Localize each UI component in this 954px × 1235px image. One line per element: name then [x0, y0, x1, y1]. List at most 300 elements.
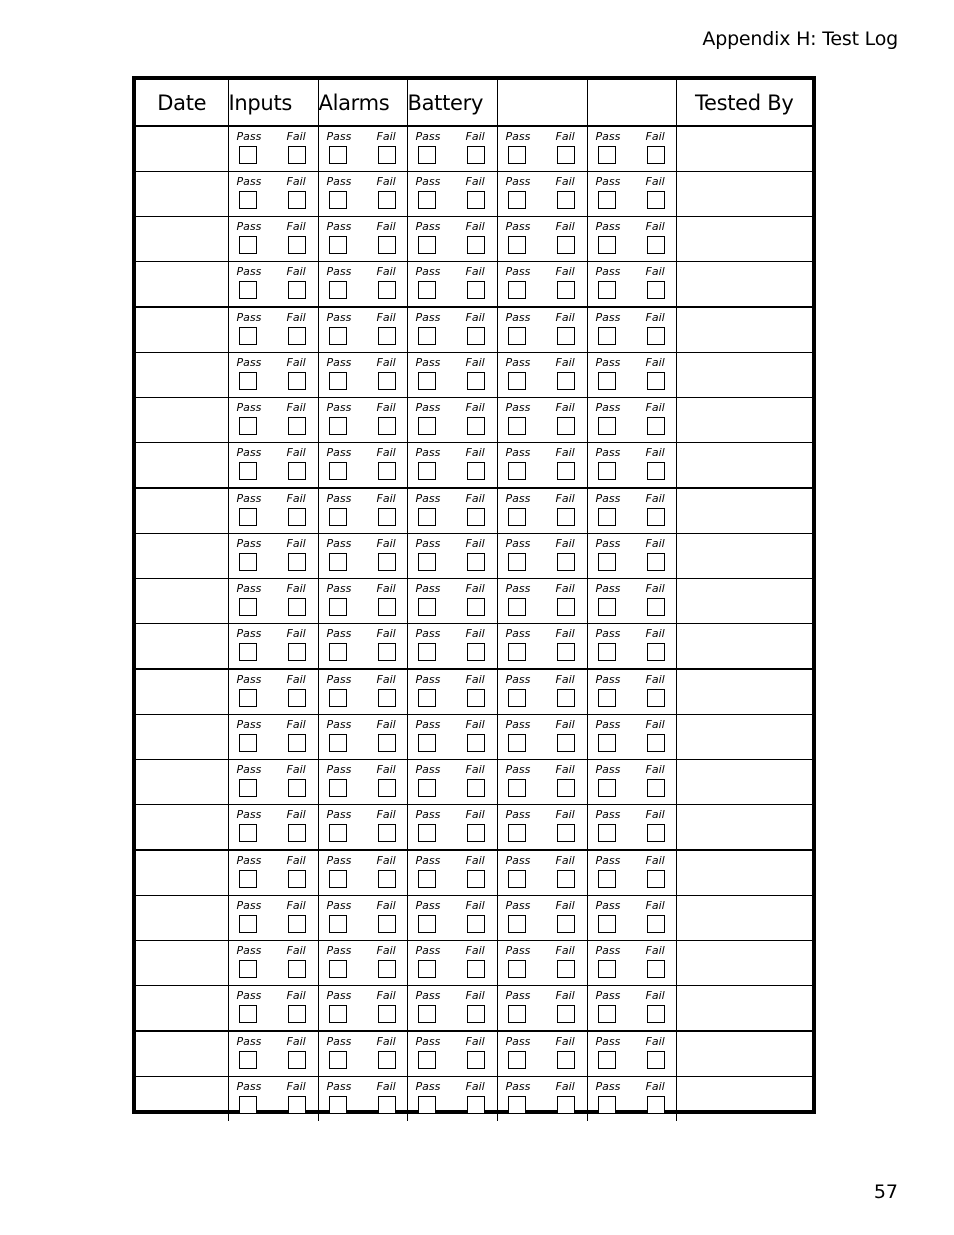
- fail-checkbox[interactable]: [647, 1096, 665, 1114]
- pass-checkbox[interactable]: [418, 824, 436, 842]
- tested-by-cell[interactable]: [676, 262, 812, 308]
- fail-checkbox[interactable]: [557, 236, 575, 254]
- fail-label: Fail: [286, 763, 306, 776]
- fail-checkbox[interactable]: [467, 689, 485, 707]
- pass-checkbox[interactable]: [329, 1005, 347, 1023]
- pass-checkbox[interactable]: [418, 372, 436, 390]
- fail-checkbox[interactable]: [288, 462, 306, 480]
- pass-label: Pass: [505, 582, 531, 595]
- pass-label: Pass: [595, 854, 621, 867]
- fail-checkbox[interactable]: [557, 281, 575, 299]
- pass-checkbox[interactable]: [508, 462, 526, 480]
- pass-checkbox[interactable]: [239, 960, 257, 978]
- pass-checkbox[interactable]: [598, 1096, 616, 1114]
- fail-checkbox[interactable]: [647, 915, 665, 933]
- pass-checkbox[interactable]: [329, 870, 347, 888]
- fail-checkbox[interactable]: [647, 1051, 665, 1069]
- date-cell[interactable]: [136, 398, 228, 443]
- pass-checkbox[interactable]: [598, 689, 616, 707]
- pass-checkbox[interactable]: [418, 915, 436, 933]
- fail-label: Fail: [465, 175, 485, 188]
- pass-checkbox[interactable]: [508, 281, 526, 299]
- pass-checkbox[interactable]: [598, 779, 616, 797]
- tested-by-cell[interactable]: [676, 805, 812, 851]
- fail-checkbox[interactable]: [378, 1051, 396, 1069]
- test-cell-blank-1: [497, 760, 587, 805]
- fail-checkbox[interactable]: [647, 779, 665, 797]
- pass-checkbox[interactable]: [508, 417, 526, 435]
- fail-checkbox[interactable]: [557, 689, 575, 707]
- fail-checkbox[interactable]: [557, 824, 575, 842]
- fail-checkbox[interactable]: [647, 417, 665, 435]
- pass-checkbox[interactable]: [598, 960, 616, 978]
- fail-checkbox[interactable]: [288, 779, 306, 797]
- tested-by-cell[interactable]: [676, 579, 812, 624]
- fail-checkbox[interactable]: [288, 915, 306, 933]
- fail-checkbox[interactable]: [647, 734, 665, 752]
- fail-checkbox[interactable]: [378, 870, 396, 888]
- fail-checkbox[interactable]: [288, 1096, 306, 1114]
- fail-checkbox[interactable]: [467, 236, 485, 254]
- fail-checkbox[interactable]: [467, 870, 485, 888]
- fail-checkbox[interactable]: [557, 734, 575, 752]
- fail-checkbox[interactable]: [557, 553, 575, 571]
- date-cell[interactable]: [136, 941, 228, 986]
- pass-checkbox[interactable]: [329, 915, 347, 933]
- fail-checkbox[interactable]: [647, 372, 665, 390]
- date-cell[interactable]: [136, 986, 228, 1032]
- fail-checkbox[interactable]: [288, 553, 306, 571]
- pass-checkbox[interactable]: [508, 870, 526, 888]
- fail-checkbox[interactable]: [288, 146, 306, 164]
- fail-checkbox[interactable]: [467, 824, 485, 842]
- fail-label: Fail: [376, 854, 396, 867]
- tested-by-cell[interactable]: [676, 1031, 812, 1077]
- fail-checkbox[interactable]: [557, 1051, 575, 1069]
- fail-checkbox[interactable]: [647, 508, 665, 526]
- pass-checkbox[interactable]: [329, 462, 347, 480]
- date-cell[interactable]: [136, 353, 228, 398]
- pass-checkbox[interactable]: [239, 689, 257, 707]
- fail-checkbox[interactable]: [647, 1005, 665, 1023]
- pass-checkbox[interactable]: [598, 462, 616, 480]
- pass-checkbox[interactable]: [329, 236, 347, 254]
- fail-checkbox[interactable]: [467, 327, 485, 345]
- pass-checkbox[interactable]: [329, 824, 347, 842]
- tested-by-cell[interactable]: [676, 534, 812, 579]
- pass-checkbox[interactable]: [508, 508, 526, 526]
- pass-checkbox[interactable]: [329, 327, 347, 345]
- pass-label: Pass: [415, 899, 441, 912]
- pass-checkbox[interactable]: [329, 417, 347, 435]
- date-cell[interactable]: [136, 443, 228, 489]
- pass-checkbox[interactable]: [598, 508, 616, 526]
- fail-checkbox[interactable]: [378, 508, 396, 526]
- fail-checkbox[interactable]: [647, 553, 665, 571]
- pass-checkbox[interactable]: [418, 508, 436, 526]
- pass-checkbox[interactable]: [239, 870, 257, 888]
- fail-checkbox[interactable]: [647, 236, 665, 254]
- pass-checkbox[interactable]: [418, 146, 436, 164]
- pass-checkbox[interactable]: [329, 553, 347, 571]
- pass-checkbox[interactable]: [239, 1096, 257, 1114]
- pass-checkbox[interactable]: [239, 372, 257, 390]
- pass-label: Pass: [326, 446, 352, 459]
- fail-checkbox[interactable]: [378, 281, 396, 299]
- pass-checkbox[interactable]: [598, 236, 616, 254]
- pass-checkbox[interactable]: [508, 960, 526, 978]
- fail-checkbox[interactable]: [378, 417, 396, 435]
- pass-checkbox[interactable]: [418, 1005, 436, 1023]
- pass-checkbox[interactable]: [598, 1005, 616, 1023]
- tested-by-cell[interactable]: [676, 126, 812, 172]
- fail-checkbox[interactable]: [378, 462, 396, 480]
- fail-checkbox[interactable]: [467, 1096, 485, 1114]
- pass-checkbox[interactable]: [329, 372, 347, 390]
- fail-checkbox[interactable]: [288, 689, 306, 707]
- pass-checkbox[interactable]: [598, 824, 616, 842]
- pass-checkbox[interactable]: [239, 417, 257, 435]
- pass-checkbox[interactable]: [598, 1051, 616, 1069]
- fail-checkbox[interactable]: [378, 598, 396, 616]
- pass-checkbox[interactable]: [418, 734, 436, 752]
- fail-checkbox[interactable]: [557, 598, 575, 616]
- fail-checkbox[interactable]: [467, 643, 485, 661]
- tested-by-cell[interactable]: [676, 353, 812, 398]
- test-cell-alarms: [318, 1031, 407, 1077]
- fail-checkbox[interactable]: [647, 643, 665, 661]
- pass-checkbox[interactable]: [418, 960, 436, 978]
- pass-label: Pass: [415, 130, 441, 143]
- pass-checkbox[interactable]: [508, 146, 526, 164]
- pass-checkbox[interactable]: [418, 779, 436, 797]
- fail-checkbox[interactable]: [288, 281, 306, 299]
- date-cell[interactable]: [136, 805, 228, 851]
- tested-by-cell[interactable]: [676, 896, 812, 941]
- fail-checkbox[interactable]: [378, 824, 396, 842]
- pass-checkbox[interactable]: [508, 824, 526, 842]
- fail-checkbox[interactable]: [557, 1005, 575, 1023]
- fail-checkbox[interactable]: [467, 191, 485, 209]
- date-cell[interactable]: [136, 896, 228, 941]
- fail-checkbox[interactable]: [467, 779, 485, 797]
- pass-label: Pass: [326, 356, 352, 369]
- fail-label: Fail: [376, 899, 396, 912]
- pass-checkbox[interactable]: [329, 643, 347, 661]
- pass-checkbox[interactable]: [598, 598, 616, 616]
- fail-checkbox[interactable]: [557, 508, 575, 526]
- pass-checkbox[interactable]: [418, 327, 436, 345]
- fail-checkbox[interactable]: [288, 870, 306, 888]
- pass-checkbox[interactable]: [508, 327, 526, 345]
- fail-checkbox[interactable]: [378, 779, 396, 797]
- pass-checkbox[interactable]: [239, 146, 257, 164]
- pass-checkbox[interactable]: [418, 191, 436, 209]
- tested-by-cell[interactable]: [676, 217, 812, 262]
- pass-checkbox[interactable]: [598, 734, 616, 752]
- pass-checkbox[interactable]: [598, 643, 616, 661]
- tested-by-cell[interactable]: [676, 669, 812, 715]
- fail-checkbox[interactable]: [557, 915, 575, 933]
- date-cell[interactable]: [136, 1077, 228, 1122]
- pass-label: Pass: [595, 763, 621, 776]
- pass-checkbox[interactable]: [239, 779, 257, 797]
- test-cell-blank-1: [497, 941, 587, 986]
- pass-checkbox[interactable]: [329, 1096, 347, 1114]
- pass-checkbox[interactable]: [239, 824, 257, 842]
- pass-checkbox[interactable]: [598, 553, 616, 571]
- fail-checkbox[interactable]: [557, 327, 575, 345]
- fail-checkbox[interactable]: [647, 191, 665, 209]
- tested-by-cell[interactable]: [676, 443, 812, 489]
- date-cell[interactable]: [136, 262, 228, 308]
- tested-by-cell[interactable]: [676, 172, 812, 217]
- pass-checkbox[interactable]: [598, 281, 616, 299]
- fail-checkbox[interactable]: [288, 191, 306, 209]
- fail-checkbox[interactable]: [557, 462, 575, 480]
- date-cell[interactable]: [136, 624, 228, 670]
- pass-checkbox[interactable]: [329, 191, 347, 209]
- date-cell[interactable]: [136, 126, 228, 172]
- pass-label: Pass: [595, 175, 621, 188]
- pass-checkbox[interactable]: [418, 643, 436, 661]
- date-cell[interactable]: [136, 534, 228, 579]
- fail-checkbox[interactable]: [647, 462, 665, 480]
- fail-checkbox[interactable]: [467, 146, 485, 164]
- date-cell[interactable]: [136, 669, 228, 715]
- fail-checkbox[interactable]: [467, 508, 485, 526]
- pass-checkbox[interactable]: [508, 734, 526, 752]
- tested-by-cell[interactable]: [676, 986, 812, 1032]
- tested-by-cell[interactable]: [676, 941, 812, 986]
- fail-checkbox[interactable]: [557, 643, 575, 661]
- date-cell[interactable]: [136, 307, 228, 353]
- pass-label: Pass: [415, 854, 441, 867]
- fail-checkbox[interactable]: [467, 281, 485, 299]
- pass-checkbox[interactable]: [508, 236, 526, 254]
- pass-checkbox[interactable]: [598, 146, 616, 164]
- date-cell[interactable]: [136, 850, 228, 896]
- fail-checkbox[interactable]: [288, 734, 306, 752]
- pass-checkbox[interactable]: [239, 462, 257, 480]
- pass-checkbox[interactable]: [598, 870, 616, 888]
- fail-checkbox[interactable]: [467, 1051, 485, 1069]
- fail-checkbox[interactable]: [378, 146, 396, 164]
- tested-by-cell[interactable]: [676, 398, 812, 443]
- pass-checkbox[interactable]: [329, 689, 347, 707]
- pass-checkbox[interactable]: [329, 960, 347, 978]
- tested-by-cell[interactable]: [676, 715, 812, 760]
- tested-by-cell[interactable]: [676, 1077, 812, 1122]
- fail-checkbox[interactable]: [647, 598, 665, 616]
- fail-checkbox[interactable]: [647, 870, 665, 888]
- fail-checkbox[interactable]: [378, 960, 396, 978]
- date-cell[interactable]: [136, 217, 228, 262]
- pass-checkbox[interactable]: [239, 508, 257, 526]
- fail-checkbox[interactable]: [647, 689, 665, 707]
- test-cell-battery: [407, 353, 497, 398]
- fail-checkbox[interactable]: [378, 1096, 396, 1114]
- pass-checkbox[interactable]: [239, 643, 257, 661]
- pass-checkbox[interactable]: [329, 734, 347, 752]
- pass-label: Pass: [505, 899, 531, 912]
- pass-checkbox[interactable]: [329, 281, 347, 299]
- fail-checkbox[interactable]: [467, 1005, 485, 1023]
- fail-checkbox[interactable]: [378, 191, 396, 209]
- fail-checkbox[interactable]: [378, 1005, 396, 1023]
- pass-label: Pass: [236, 220, 262, 233]
- fail-checkbox[interactable]: [467, 462, 485, 480]
- fail-checkbox[interactable]: [378, 372, 396, 390]
- table-row: [136, 172, 812, 217]
- test-cell-battery: [407, 986, 497, 1032]
- fail-checkbox[interactable]: [288, 1005, 306, 1023]
- test-cell-battery: [407, 624, 497, 670]
- pass-checkbox[interactable]: [418, 553, 436, 571]
- fail-checkbox[interactable]: [467, 915, 485, 933]
- pass-checkbox[interactable]: [418, 417, 436, 435]
- fail-checkbox[interactable]: [557, 146, 575, 164]
- test-cell-blank-1: [497, 353, 587, 398]
- pass-checkbox[interactable]: [418, 689, 436, 707]
- pass-checkbox[interactable]: [329, 779, 347, 797]
- fail-checkbox[interactable]: [647, 146, 665, 164]
- pass-checkbox[interactable]: [329, 508, 347, 526]
- fail-checkbox[interactable]: [378, 915, 396, 933]
- pass-checkbox[interactable]: [239, 734, 257, 752]
- fail-checkbox[interactable]: [467, 417, 485, 435]
- tested-by-cell[interactable]: [676, 850, 812, 896]
- pass-checkbox[interactable]: [508, 1051, 526, 1069]
- fail-checkbox[interactable]: [378, 689, 396, 707]
- pass-label: Pass: [415, 492, 441, 505]
- pass-checkbox[interactable]: [239, 1005, 257, 1023]
- table-row: [136, 443, 812, 489]
- fail-label: Fail: [645, 492, 665, 505]
- fail-checkbox[interactable]: [557, 417, 575, 435]
- pass-checkbox[interactable]: [508, 915, 526, 933]
- fail-checkbox[interactable]: [288, 824, 306, 842]
- pass-label: Pass: [595, 989, 621, 1002]
- tested-by-cell[interactable]: [676, 307, 812, 353]
- pass-checkbox[interactable]: [598, 915, 616, 933]
- fail-checkbox[interactable]: [288, 236, 306, 254]
- pass-checkbox[interactable]: [239, 915, 257, 933]
- pass-checkbox[interactable]: [598, 417, 616, 435]
- fail-checkbox[interactable]: [647, 281, 665, 299]
- fail-checkbox[interactable]: [288, 643, 306, 661]
- fail-checkbox[interactable]: [557, 191, 575, 209]
- date-cell[interactable]: [136, 172, 228, 217]
- fail-checkbox[interactable]: [288, 598, 306, 616]
- date-cell[interactable]: [136, 488, 228, 534]
- pass-checkbox[interactable]: [598, 191, 616, 209]
- fail-checkbox[interactable]: [557, 372, 575, 390]
- pass-checkbox[interactable]: [508, 191, 526, 209]
- pass-checkbox[interactable]: [239, 281, 257, 299]
- pass-checkbox[interactable]: [329, 146, 347, 164]
- fail-checkbox[interactable]: [378, 236, 396, 254]
- pass-checkbox[interactable]: [239, 327, 257, 345]
- pass-checkbox[interactable]: [239, 191, 257, 209]
- tested-by-cell[interactable]: [676, 624, 812, 670]
- fail-checkbox[interactable]: [467, 372, 485, 390]
- date-cell[interactable]: [136, 760, 228, 805]
- fail-label: Fail: [645, 582, 665, 595]
- pass-checkbox[interactable]: [598, 372, 616, 390]
- fail-checkbox[interactable]: [557, 960, 575, 978]
- pass-label: Pass: [236, 854, 262, 867]
- pass-checkbox[interactable]: [508, 372, 526, 390]
- pass-checkbox[interactable]: [598, 327, 616, 345]
- fail-checkbox[interactable]: [557, 1096, 575, 1114]
- test-log-table: [136, 80, 812, 1121]
- fail-checkbox[interactable]: [378, 327, 396, 345]
- pass-checkbox[interactable]: [329, 1051, 347, 1069]
- pass-label: Pass: [236, 130, 262, 143]
- pass-checkbox[interactable]: [418, 1096, 436, 1114]
- pass-checkbox[interactable]: [239, 236, 257, 254]
- tested-by-cell[interactable]: [676, 488, 812, 534]
- date-cell[interactable]: [136, 579, 228, 624]
- pass-checkbox[interactable]: [508, 689, 526, 707]
- fail-checkbox[interactable]: [288, 508, 306, 526]
- pass-checkbox[interactable]: [239, 553, 257, 571]
- date-cell[interactable]: [136, 1031, 228, 1077]
- fail-checkbox[interactable]: [288, 960, 306, 978]
- fail-checkbox[interactable]: [288, 1051, 306, 1069]
- pass-checkbox[interactable]: [329, 598, 347, 616]
- pass-checkbox[interactable]: [508, 553, 526, 571]
- pass-checkbox[interactable]: [418, 236, 436, 254]
- fail-checkbox[interactable]: [467, 734, 485, 752]
- pass-checkbox[interactable]: [418, 1051, 436, 1069]
- pass-checkbox[interactable]: [418, 598, 436, 616]
- fail-checkbox[interactable]: [378, 643, 396, 661]
- pass-checkbox[interactable]: [418, 462, 436, 480]
- fail-checkbox[interactable]: [647, 960, 665, 978]
- fail-checkbox[interactable]: [378, 553, 396, 571]
- pass-checkbox[interactable]: [508, 779, 526, 797]
- pass-checkbox[interactable]: [239, 598, 257, 616]
- pass-checkbox[interactable]: [508, 598, 526, 616]
- pass-label: Pass: [236, 1080, 262, 1093]
- fail-label: Fail: [555, 1035, 575, 1048]
- pass-checkbox[interactable]: [508, 1005, 526, 1023]
- fail-checkbox[interactable]: [288, 372, 306, 390]
- fail-checkbox[interactable]: [647, 327, 665, 345]
- pass-label: Pass: [326, 854, 352, 867]
- pass-checkbox[interactable]: [418, 870, 436, 888]
- pass-checkbox[interactable]: [508, 643, 526, 661]
- pass-checkbox[interactable]: [508, 1096, 526, 1114]
- test-cell-alarms: [318, 669, 407, 715]
- fail-checkbox[interactable]: [467, 960, 485, 978]
- date-cell[interactable]: [136, 715, 228, 760]
- fail-checkbox[interactable]: [378, 734, 396, 752]
- fail-checkbox[interactable]: [647, 824, 665, 842]
- tested-by-cell[interactable]: [676, 760, 812, 805]
- pass-checkbox[interactable]: [418, 281, 436, 299]
- fail-checkbox[interactable]: [467, 553, 485, 571]
- fail-label: Fail: [645, 401, 665, 414]
- fail-checkbox[interactable]: [288, 327, 306, 345]
- pass-checkbox[interactable]: [239, 1051, 257, 1069]
- fail-checkbox[interactable]: [288, 417, 306, 435]
- fail-checkbox[interactable]: [557, 870, 575, 888]
- fail-checkbox[interactable]: [557, 779, 575, 797]
- fail-checkbox[interactable]: [467, 598, 485, 616]
